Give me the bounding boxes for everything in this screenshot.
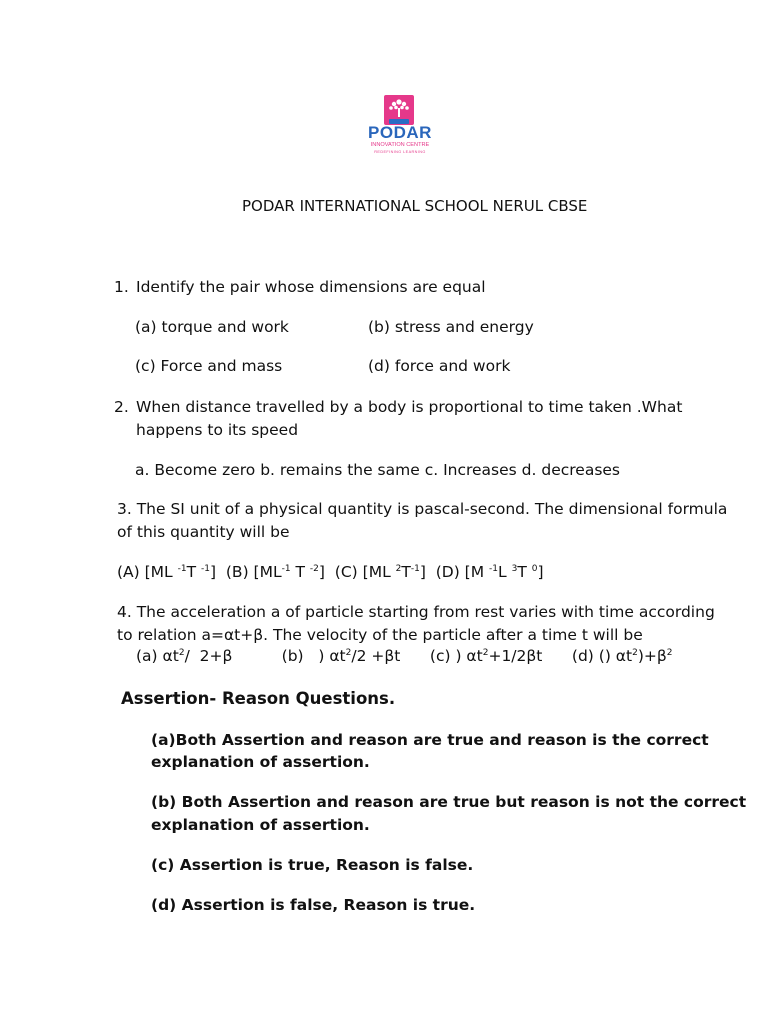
q4-line1: 4. The acceleration a of particle starting from rest varies with time according [117,603,715,621]
logo-subtitle: INNOVATION CENTRE [370,142,430,148]
q1-option-d: (d) force and work [368,357,511,375]
assertion-option-d: (d) Assertion is false, Reason is true. [151,896,476,914]
school-title: PODAR INTERNATIONAL SCHOOL NERUL CBSE [242,197,588,215]
q3-line2: of this quantity will be [117,523,290,541]
q1-number: 1. [114,278,129,296]
assertion-option-a-line2: explanation of assertion. [151,753,370,771]
q2-number: 2. [114,398,129,416]
logo-tagline: REDEFINING LEARNING [374,150,426,154]
q2-line1: When distance travelled by a body is proportional to time taken .What [136,398,683,416]
q4-options: (a) $\alpha t^2/$ 2+β (b) ) $\alpha t^2/2 +\beta t$ (c) ) $\alpha t^2+1/2\beta t$ (d) () $\alpha t^2)+\beta^2$ [136,647,673,665]
q1-option-b: (b) stress and energy [368,318,534,336]
assertion-option-b-line2: explanation of assertion. [151,816,370,834]
q1-option-c: (c) Force and mass [135,357,283,375]
q1-text: Identify the pair whose dimensions are equal [136,278,486,296]
assertion-option-c: (c) Assertion is true, Reason is false. [151,856,474,874]
assertion-heading: Assertion- Reason Questions. [121,689,396,708]
q3-options: (A) [ML $^{-1}$T $^{-1}$] (B) [$ML^{-1}$ T $^{-2}$] (C) [ML $^2T^{-1}$] (D) [M $^{-1}$L $^3$T $^0$] [117,563,544,581]
school-logo [364,94,436,160]
q1-option-a: (a) torque and work [135,318,289,336]
assertion-option-a-line1: (a)Both Assertion and reason are true and reason is the correct [151,731,709,749]
logo-name: PODAR [368,123,432,142]
q2-options: a. Become zero b. remains the same c. Increases d. decreases [135,461,621,479]
assertion-option-b-line1: (b) Both Assertion and reason are true but reason is not the correct [151,793,747,811]
q3-line1: 3. The SI unit of a physical quantity is pascal-second. The dimensional formula [117,500,728,518]
q2-line2: happens to its speed [136,421,299,439]
q4-line2: to relation a=αt+β. The velocity of the particle after a time t will be [117,626,643,644]
